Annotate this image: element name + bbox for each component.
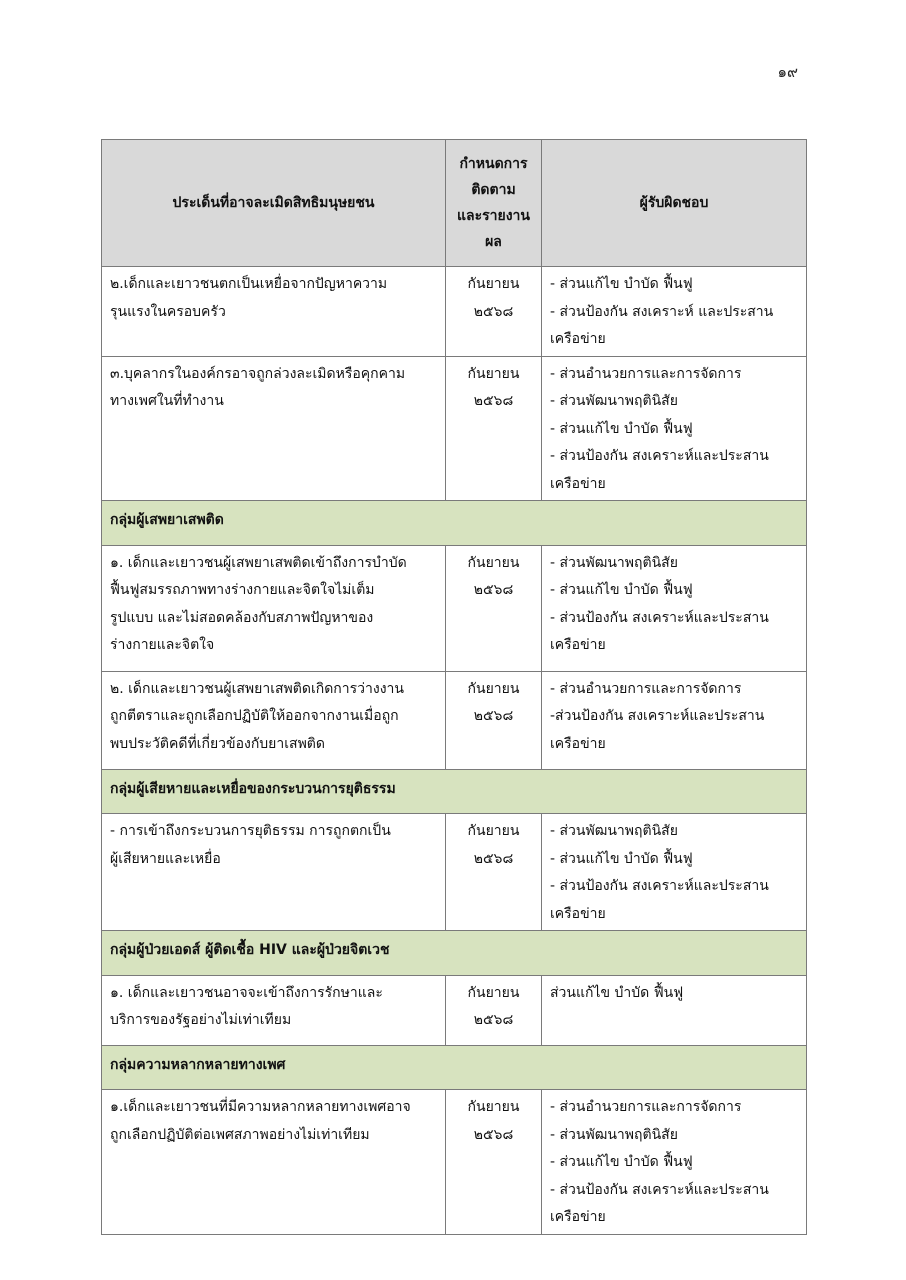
responsible-line: -ส่วนป้องกัน สงเคราะห์และประสาน <box>550 708 765 724</box>
responsible-line: เครือข่าย <box>550 475 606 492</box>
responsible-line: - ส่วนป้องกัน สงเคราะห์และประสาน <box>550 878 769 894</box>
responsible-line: - ส่วนอำนวยการและการจัดการ <box>550 1099 742 1115</box>
group-header-row <box>102 769 807 814</box>
responsible-line: - ส่วนแก้ไข บำบัด ฟื้นฟู <box>550 850 693 867</box>
schedule-line: กันยายน <box>467 823 520 839</box>
issue-line: - การเข้าถึงกระบวนการยุติธรรม การถูกตกเป็น <box>110 823 391 839</box>
issue-cell <box>102 545 446 671</box>
issue-line: ๒. เด็กและเยาวชนผู้เสพยาเสพติดเกิดการว่างงาน <box>110 680 404 697</box>
schedule-cell <box>446 814 542 931</box>
issue-line: ๓.บุคลากรในองค์กรอาจถูกล่วงละเมิดหรือคุกคาม <box>110 365 406 382</box>
schedule-cell <box>446 1090 542 1235</box>
table-row <box>102 975 807 1045</box>
issue-line: ผู้เสียหายและเหยื่อ <box>110 850 221 867</box>
responsible-line: - ส่วนพัฒนาพฤตินิสัย <box>550 823 678 839</box>
responsible-line: - ส่วนแก้ไข บำบัด ฟื้นฟู <box>550 276 693 292</box>
responsible-line: - ส่วนป้องกัน สงเคราะห์ และประสาน <box>550 303 774 320</box>
schedule-line: ๒๕๖๘ <box>473 708 514 724</box>
header-schedule <box>446 140 542 267</box>
group-title: กลุ่มผู้ป่วยเอดส์ ผู้ติดเชื้อ HIV และผู้ป่วยจิตเวช <box>102 931 807 976</box>
responsible-line: - ส่วนป้องกัน สงเคราะห์และประสาน <box>550 448 769 464</box>
header-responsible: ผู้รับผิดชอบ <box>542 140 807 267</box>
responsible-line: ส่วนแก้ไข บำบัด ฟื้นฟู <box>550 984 684 1001</box>
responsible-line: เครือข่าย <box>550 637 606 653</box>
schedule-line: ๒๕๖๘ <box>473 1126 514 1143</box>
table-row <box>102 671 807 769</box>
responsible-cell <box>542 356 807 501</box>
schedule-line: ๒๕๖๘ <box>473 303 514 320</box>
responsible-line: - ส่วนแก้ไข บำบัด ฟื้นฟู <box>550 1154 693 1170</box>
schedule-line: ๒๕๖๘ <box>473 582 514 598</box>
responsible-line: - ส่วนพัฒนาพฤตินิสัย <box>550 554 678 571</box>
group-header-row <box>102 501 807 546</box>
responsible-cell <box>542 1090 807 1235</box>
schedule-line: ๒๕๖๘ <box>473 393 514 409</box>
responsible-line: - ส่วนพัฒนาพฤตินิสัย <box>550 393 678 409</box>
issue-line: รูปแบบ และไม่สอดคล้องกับสภาพปัญหาของ <box>110 609 374 626</box>
issue-line: ถูกเลือกปฏิบัติต่อเพศสภาพอย่างไม่เท่าเทียม <box>110 1126 370 1143</box>
group-title: กลุ่มผู้เสพยาเสพติด <box>102 501 807 546</box>
issue-line: พบประวัติคดีที่เกี่ยวข้องกับยาเสพติด <box>110 735 325 752</box>
issue-cell <box>102 267 446 357</box>
human-rights-table <box>101 139 807 1235</box>
issue-line: ๑. เด็กและเยาวชนอาจจะเข้าถึงการรักษาและ <box>110 984 383 1001</box>
issue-cell <box>102 1090 446 1235</box>
issue-line: ถูกตีตราและถูกเลือกปฏิบัติให้ออกจากงานเมื่อถูก <box>110 708 399 724</box>
responsible-line: เครือข่าย <box>550 735 606 752</box>
responsible-line: - ส่วนป้องกัน สงเคราะห์และประสาน <box>550 609 769 626</box>
responsible-line: เครือข่าย <box>550 331 606 347</box>
schedule-line: กันยายน <box>467 680 520 697</box>
group-title: กลุ่มความหลากหลายทางเพศ <box>102 1045 807 1090</box>
responsible-cell <box>542 545 807 671</box>
issue-cell <box>102 356 446 501</box>
responsible-line: - ส่วนป้องกัน สงเคราะห์และประสาน <box>550 1181 769 1198</box>
table-header-row <box>102 140 807 267</box>
schedule-cell <box>446 267 542 357</box>
issue-cell <box>102 975 446 1045</box>
group-header-row <box>102 931 807 976</box>
issue-cell <box>102 814 446 931</box>
schedule-line: กันยายน <box>467 1099 520 1115</box>
schedule-line: กันยายน <box>467 276 520 292</box>
issue-line: ๒.เด็กและเยาวชนตกเป็นเหยื่อจากปัญหาความ <box>110 276 388 292</box>
table-row <box>102 267 807 357</box>
responsible-line: - ส่วนแก้ไข บำบัด ฟื้นฟู <box>550 582 693 598</box>
issue-line: ร่างกายและจิตใจ <box>110 637 215 653</box>
header-schedule-line: ผล <box>485 234 502 250</box>
header-schedule-line: และรายงาน <box>457 208 530 224</box>
header-issue: ประเด็นที่อาจละเมิดสิทธิมนุษยชน <box>102 140 446 267</box>
group-header-row <box>102 1045 807 1090</box>
issue-line: ๑.เด็กและเยาวชนที่มีความหลากหลายทางเพศอาจ <box>110 1099 411 1115</box>
table-row <box>102 814 807 931</box>
issue-cell <box>102 671 446 769</box>
issue-line: ทางเพศในที่ทำงาน <box>110 393 224 409</box>
schedule-cell <box>446 671 542 769</box>
issue-line: บริการของรัฐอย่างไม่เท่าเทียม <box>110 1012 292 1028</box>
schedule-cell <box>446 975 542 1045</box>
group-title: กลุ่มผู้เสียหายและเหยื่อของกระบวนการยุติธรรม <box>102 769 807 814</box>
responsible-line: - ส่วนอำนวยการและการจัดการ <box>550 365 742 382</box>
responsible-cell <box>542 267 807 357</box>
header-schedule-line: ติดตาม <box>471 182 516 198</box>
issue-line: รุนแรงในครอบครัว <box>110 303 226 320</box>
schedule-line: กันยายน <box>467 554 520 571</box>
schedule-cell <box>446 545 542 671</box>
responsible-line: เครือข่าย <box>550 905 606 922</box>
responsible-cell <box>542 814 807 931</box>
schedule-line: กันยายน <box>467 365 520 382</box>
responsible-line: - ส่วนแก้ไข บำบัด ฟื้นฟู <box>550 420 693 437</box>
responsible-cell <box>542 975 807 1045</box>
issue-line: ๑. เด็กและเยาวชนผู้เสพยาเสพติดเข้าถึงการบำบัด <box>110 554 407 571</box>
responsible-line: เครือข่าย <box>550 1209 606 1225</box>
responsible-cell <box>542 671 807 769</box>
header-schedule-line: กำหนดการ <box>459 156 528 172</box>
schedule-cell <box>446 356 542 501</box>
table-row <box>102 1090 807 1235</box>
table-row <box>102 356 807 501</box>
schedule-line: ๒๕๖๘ <box>473 850 514 867</box>
responsible-line: - ส่วนอำนวยการและการจัดการ <box>550 680 742 697</box>
schedule-line: กันยายน <box>467 984 520 1001</box>
schedule-line: ๒๕๖๘ <box>473 1012 514 1028</box>
issue-line: ฟื้นฟูสมรรถภาพทางร่างกายและจิตใจไม่เต็ม <box>110 582 375 598</box>
page-number: ๑๙ <box>777 63 798 81</box>
table-row <box>102 545 807 671</box>
responsible-line: - ส่วนพัฒนาพฤตินิสัย <box>550 1126 678 1143</box>
